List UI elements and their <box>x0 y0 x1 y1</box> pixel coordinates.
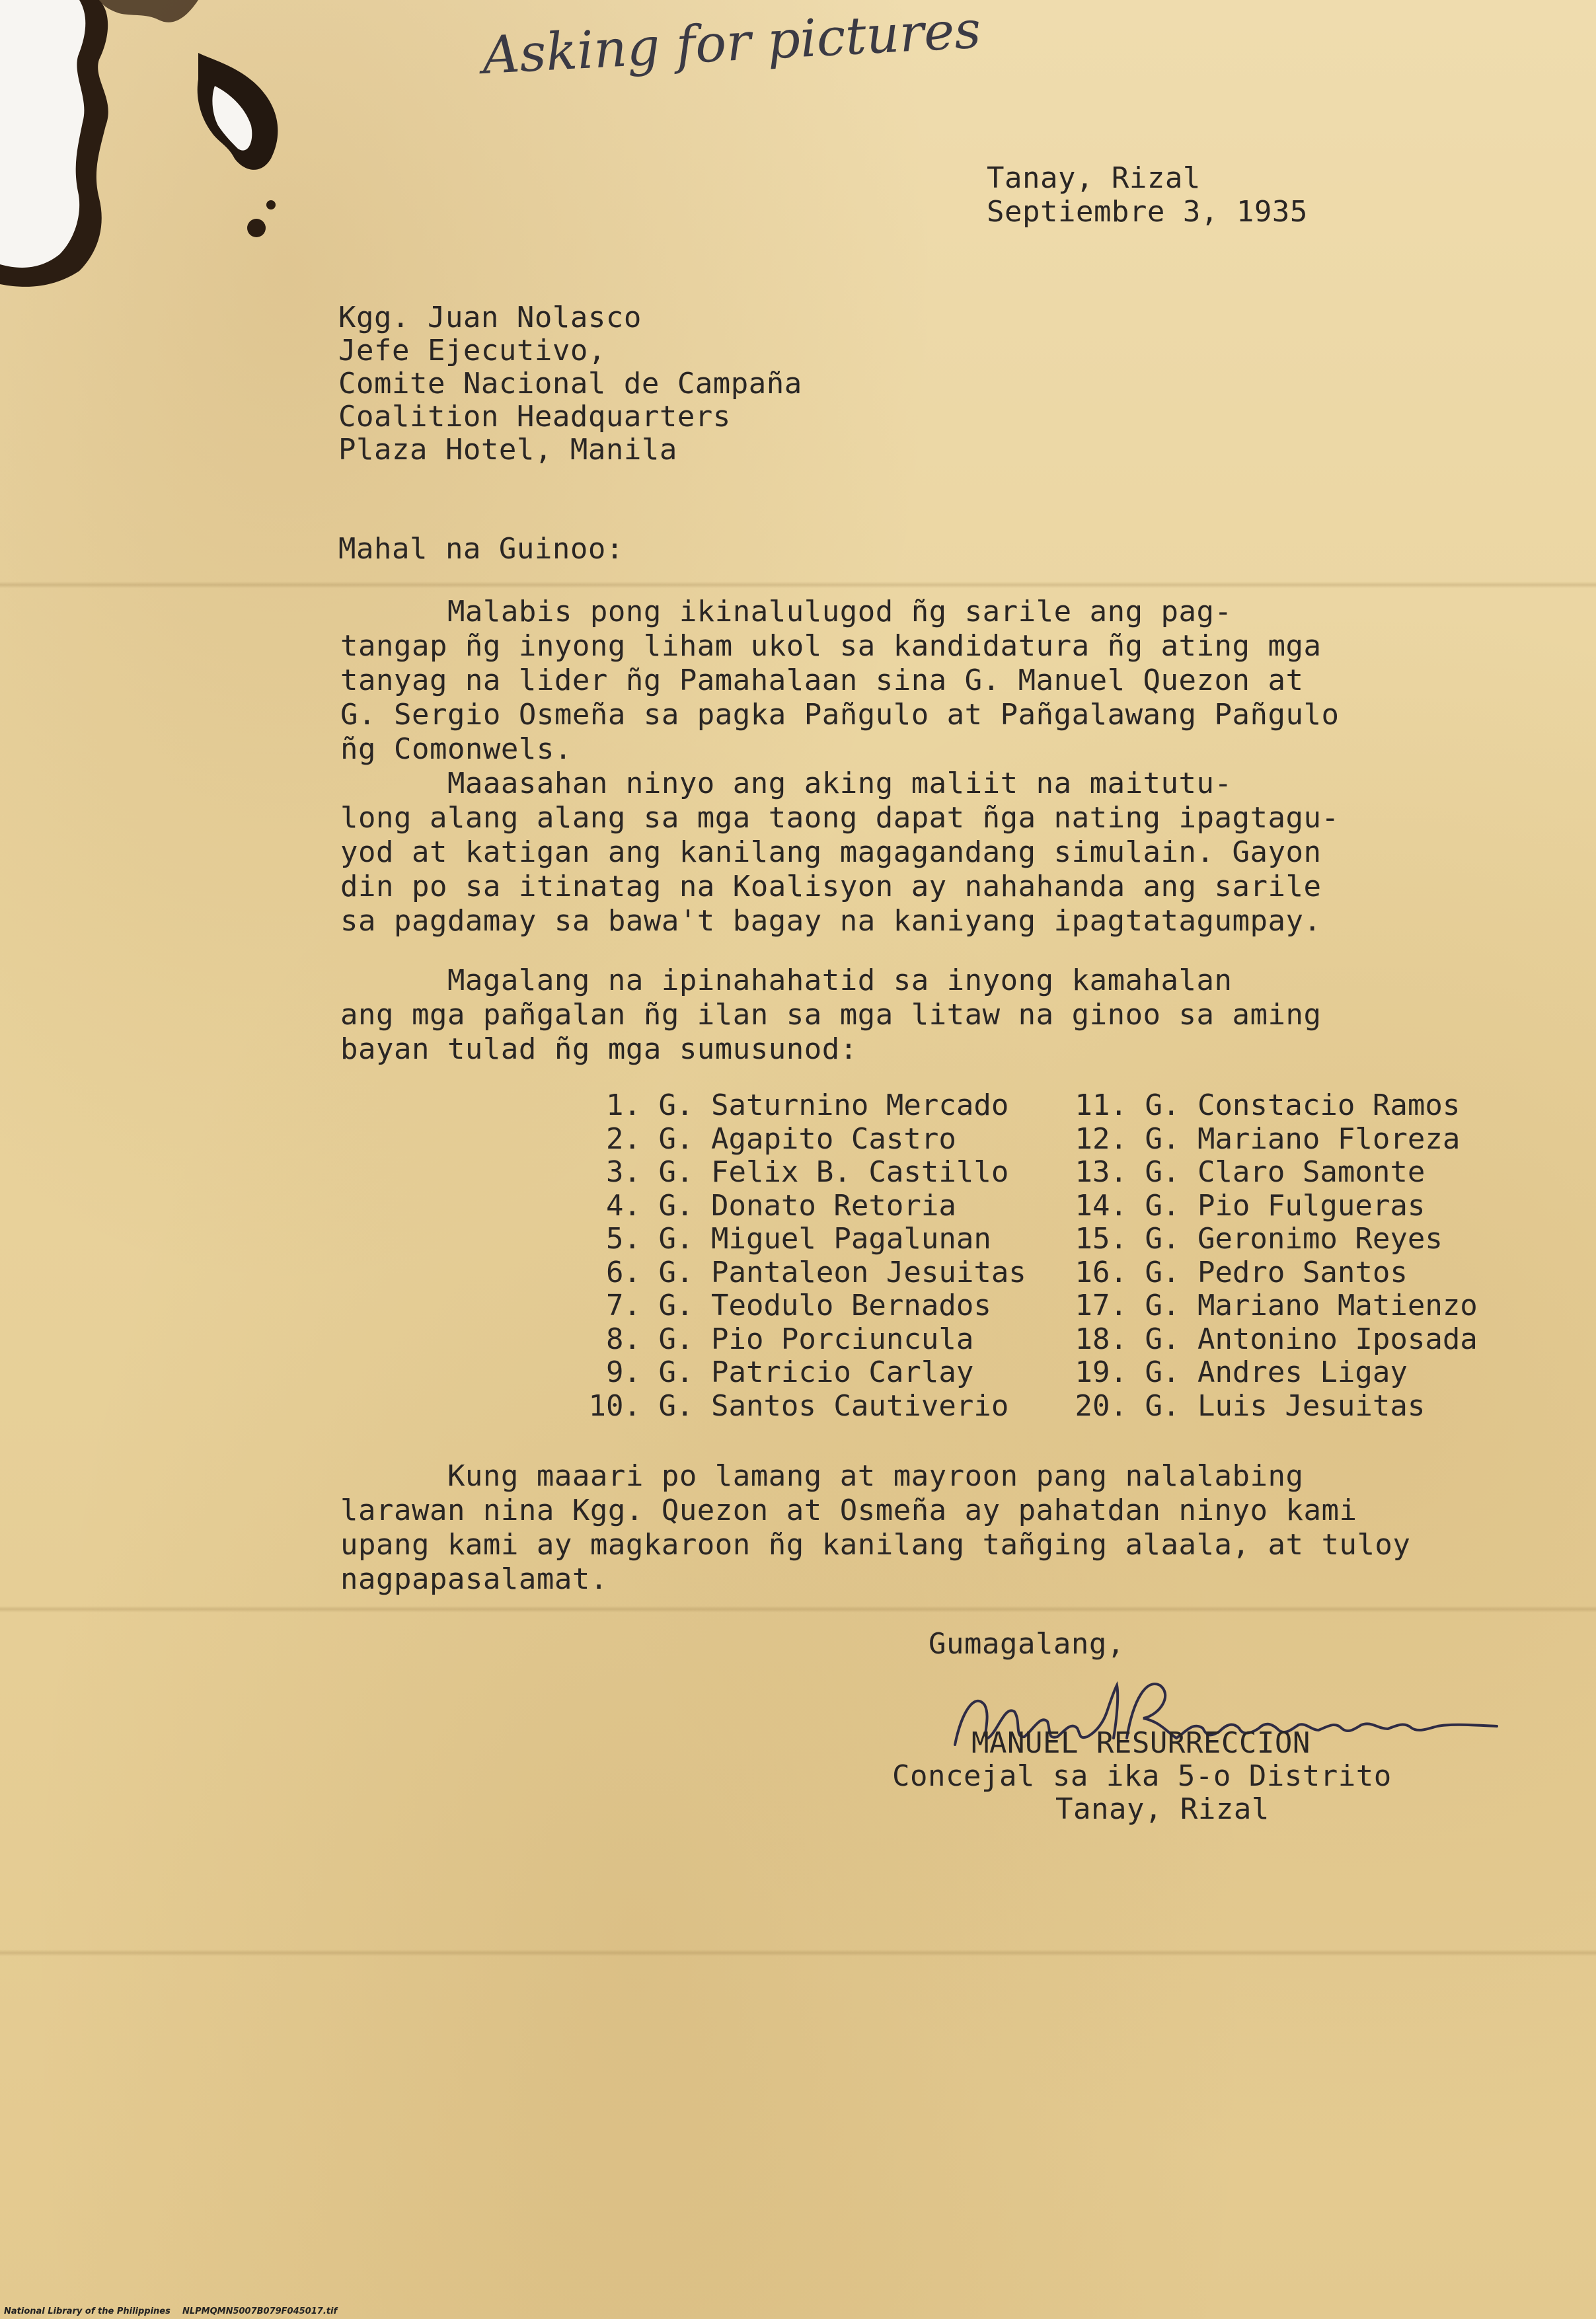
person-name: G. Mariano Matienzo <box>1145 1289 1478 1322</box>
list-number: 14. <box>1075 1188 1127 1223</box>
paper-fold-line <box>0 582 1596 588</box>
name-row <box>562 1156 1478 1190</box>
list-number: 18. <box>1075 1322 1127 1356</box>
name-row <box>562 1289 1478 1323</box>
person-name: G. Constacio Ramos <box>1145 1088 1461 1122</box>
body-line: nagpapasalamat. <box>340 1562 608 1596</box>
list-number: 10. <box>588 1388 641 1423</box>
body-line: bayan tulad ñg mga sumusunod: <box>340 1032 858 1066</box>
person-name: G. Geronimo Reyes <box>1145 1222 1443 1256</box>
salutation: Mahal na Guinoo: <box>338 532 624 566</box>
person-name: G. Felix B. Castillo <box>658 1155 1009 1189</box>
list-number: 5. <box>606 1222 641 1256</box>
body-line: Kung maaari po lamang at mayroon pang nalalabing <box>340 1459 1304 1493</box>
list-number: 16. <box>1075 1255 1127 1289</box>
person-name: G. Santos Cautiverio <box>658 1388 1009 1423</box>
addressee-line: Coalition Headquarters <box>338 400 731 434</box>
person-name: G. Luis Jesuitas <box>1145 1388 1425 1423</box>
handwritten-note: Asking for pictures <box>480 0 983 86</box>
list-number: 13. <box>1075 1155 1127 1189</box>
person-name: G. Pantaleon Jesuitas <box>658 1255 1026 1289</box>
body-line: sa pagdamay sa bawa't bagay na kaniyang ipagtatagumpay. <box>340 904 1322 938</box>
person-name: G. Teodulo Bernados <box>658 1289 991 1322</box>
person-name: G. Miguel Pagalunan <box>658 1222 991 1256</box>
list-number: 11. <box>1075 1088 1127 1122</box>
body-line: yod at katigan ang kanilang magagandang simulain. Gayon <box>340 835 1322 869</box>
person-name: G. Agapito Castro <box>658 1121 956 1156</box>
list-number: 17. <box>1075 1289 1127 1322</box>
signer-place: Tanay, Rizal <box>1055 1792 1270 1826</box>
person-name: G. Claro Samonte <box>1145 1155 1425 1189</box>
signer-title: Concejal sa ika 5-o Distrito <box>892 1759 1392 1793</box>
person-name: G. Antonino Iposada <box>1145 1322 1478 1356</box>
paper-fold-line <box>0 1606 1596 1613</box>
body-line: Magalang na ipinahahatid sa inyong kamahalan <box>340 964 1233 997</box>
list-number: 3. <box>606 1155 641 1189</box>
person-name: G. Patricio Carlay <box>658 1355 974 1389</box>
body-line: long alang alang sa mga taong dapat ñga nating ipagtagu- <box>340 801 1340 835</box>
person-name: G. Mariano Floreza <box>1145 1121 1461 1156</box>
list-number: 1. <box>606 1088 641 1122</box>
list-number: 6. <box>606 1255 641 1289</box>
body-line: din po sa itinatag na Koalisyon ay nahahanda ang sarile <box>340 870 1322 903</box>
date-line: Septiembre 3, 1935 <box>987 195 1308 229</box>
body-line: larawan nina Kgg. Quezon at Osmeña ay pahatdan ninyo kami <box>340 1494 1357 1527</box>
body-line: G. Sergio Osmeña sa pagka Pañgulo at Pañgalawang Pañgulo <box>340 698 1340 732</box>
burn-damage-mark <box>0 0 304 304</box>
list-number: 4. <box>606 1188 641 1223</box>
names-list <box>562 1089 1478 1423</box>
name-row <box>562 1323 1478 1357</box>
closing: Gumagalang, <box>929 1627 1125 1661</box>
body-line: upang kami ay magkaroon ñg kanilang tañging alaala, at tuloy <box>340 1528 1411 1562</box>
name-row <box>562 1256 1478 1290</box>
person-name: G. Saturnino Mercado <box>658 1088 1009 1122</box>
name-row <box>562 1356 1478 1390</box>
list-number: 8. <box>606 1322 641 1356</box>
signer-name: MANUEL RESURRECCION <box>971 1726 1311 1760</box>
list-number: 12. <box>1075 1121 1127 1156</box>
list-number: 19. <box>1075 1355 1127 1389</box>
person-name: G. Donato Retoria <box>658 1188 956 1223</box>
list-number: 2. <box>606 1121 641 1156</box>
list-number: 15. <box>1075 1222 1127 1256</box>
body-line: Malabis pong ikinalulugod ñg sarile ang pag- <box>340 595 1233 628</box>
place-line: Tanay, Rizal <box>987 161 1201 195</box>
addressee-line: Kgg. Juan Nolasco <box>338 301 642 334</box>
body-line: ñg Comonwels. <box>340 732 572 766</box>
paper-fold-line <box>0 1950 1596 1956</box>
body-line: ang mga pañgalan ñg ilan sa mga litaw na ginoo sa aming <box>340 998 1322 1032</box>
addressee-line: Comite Nacional de Campaña <box>338 367 802 400</box>
addressee-line: Plaza Hotel, Manila <box>338 433 677 467</box>
body-line: Maaasahan ninyo ang aking maliit na maitutu- <box>340 767 1233 800</box>
name-row <box>562 1190 1478 1223</box>
name-row <box>562 1223 1478 1256</box>
person-name: G. Pio Fulgueras <box>1145 1188 1425 1223</box>
list-number: 9. <box>606 1355 641 1389</box>
name-row <box>562 1123 1478 1157</box>
name-row <box>562 1390 1478 1424</box>
addressee-line: Jefe Ejecutivo, <box>338 334 606 367</box>
body-line: tangap ñg inyong liham ukol sa kandidatura ñg ating mga <box>340 629 1322 663</box>
name-row <box>562 1089 1478 1123</box>
body-line: tanyag na lider ñg Pamahalaan sina G. Manuel Quezon at <box>340 664 1304 697</box>
person-name: G. Andres Ligay <box>1145 1355 1408 1389</box>
person-name: G. Pio Porciuncula <box>658 1322 974 1356</box>
person-name: G. Pedro Santos <box>1145 1255 1408 1289</box>
list-number: 7. <box>606 1289 641 1322</box>
archive-footer-label: National Library of the Philippines NLPMQMN5007B079F045017.tif <box>4 2306 338 2316</box>
list-number: 20. <box>1075 1388 1127 1423</box>
